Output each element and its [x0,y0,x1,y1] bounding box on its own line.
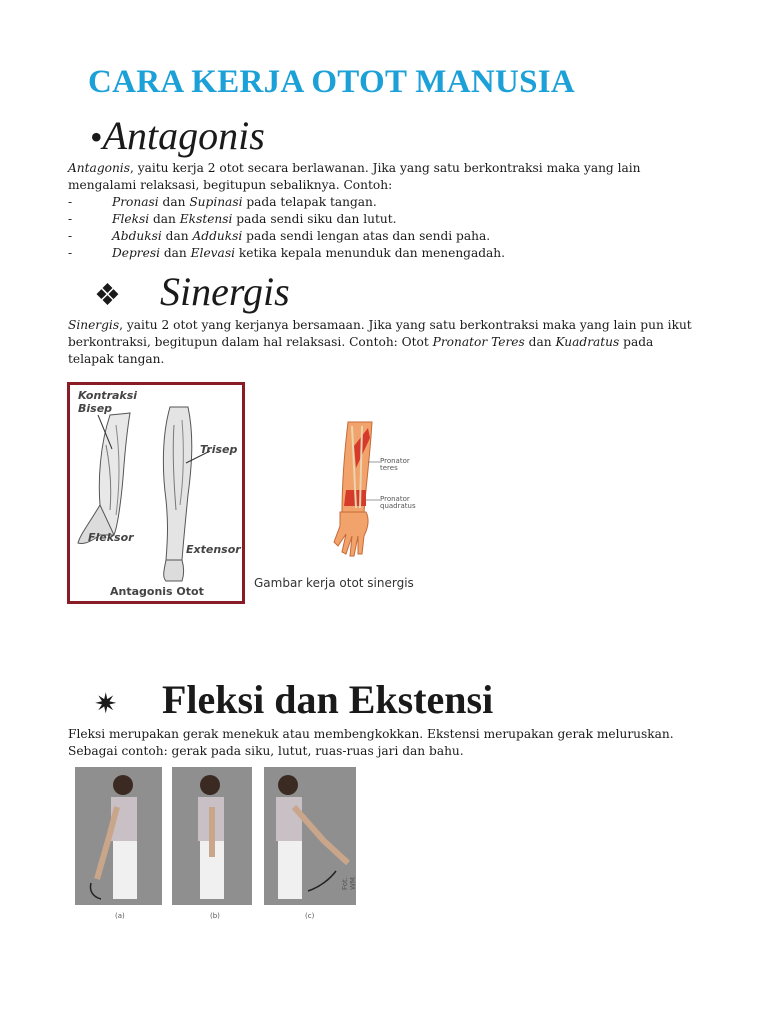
list-rest: ketika kepala menunduk dan menengadah. [234,246,506,260]
list-dash: - [68,212,73,226]
label-bisep: Bisep [78,402,113,415]
person-figure [75,767,162,905]
photo-flexion-a [75,767,162,905]
fleksi-heading-text: Fleksi dan Ekstensi [162,677,494,722]
photo-label-c: (c) [305,912,315,920]
photo-label-b: (b) [210,912,220,920]
antagonis-figure [67,382,245,604]
figure-caption-antagonis: Antagonis Otot [110,585,204,598]
term: Supinasi [189,195,243,209]
label-pronator-teres: Pronator teres [380,457,410,472]
sinergis-line2b: dan [524,335,556,349]
arm-muscles-illustration [70,385,242,601]
label-fleksor: Fleksor [88,531,134,544]
list-rest: pada sendi siku dan lutut. [232,212,397,226]
sinergis-line2a: berkontraksi, begitupun dalam hal relaksasi. Contoh: Otot [68,335,433,349]
term-antagonis: Antagonis [68,161,130,175]
figure-caption-sinergis: Gambar kerja otot sinergis [254,576,414,590]
diamond-bullet-icon: ❖ [94,279,121,312]
term: Depresi [112,246,160,260]
sinergis-heading-text: Sinergis [160,269,290,314]
sinergis-line3: telapak tangan. [68,352,165,366]
term: Abduksi [112,229,162,243]
antagonis-heading [90,112,265,159]
list-rest: pada telapak tangan. [242,195,377,209]
label-kontraksi: Kontraksi [78,389,138,402]
person-figure [172,767,252,905]
page-title: CARA KERJA OTOT MANUSIA [88,64,576,100]
sinergis-paragraph [68,317,708,368]
term: Elevasi [190,246,235,260]
term-kuadratus: Kuadratus [555,335,620,349]
photo-credit: Fot. WM [341,876,357,890]
bullet-dot-icon: • [90,117,103,157]
list-dash: - [68,246,73,260]
list-connector: dan [158,195,190,209]
term: Adduksi [192,229,243,243]
label-extensor: Extensor [186,543,241,556]
antagonis-heading-text: Antagonis [102,113,265,158]
list-dash: - [68,195,73,209]
photo-flexion-b [172,767,252,905]
list-connector: dan [149,212,180,226]
fleksi-line2: Sebagai contoh: gerak pada siku, lutut, ruas-ruas jari dan bahu. [68,744,464,758]
antagonis-line1: , yaitu kerja 2 otot secara berlawanan. Jika yang satu berkontraksi maka yang lain [129,161,641,175]
term: Ekstensi [179,212,233,226]
photo-label-a: (a) [115,912,125,920]
sinergis-heading [94,268,290,315]
list-connector: dan [161,229,193,243]
list-rest: pada sendi lengan atas dan sendi paha. [242,229,491,243]
list-connector: dan [159,246,191,260]
list-dash: - [68,229,73,243]
forearm-illustration [312,416,416,561]
antagonis-paragraph [68,160,708,194]
label-pronator-quadratus: Pronator quadratus [380,495,416,510]
sinergis-figure [312,416,416,561]
antagonis-line2: mengalami relaksasi, begitupun sebaliknya. Contoh: [68,178,393,192]
sinergis-line1: , yaitu 2 otot yang kerjanya bersamaan. Jika yang satu berkontraksi maka yang lain pun ikut [119,318,692,332]
sinergis-line2c: pada [619,335,654,349]
photo-flexion-c [264,767,356,905]
term: Fleksi [112,212,150,226]
term-sinergis: Sinergis [68,318,120,332]
term-pronator-teres: Pronator Teres [432,335,525,349]
term: Pronasi [112,195,159,209]
star-bullet-icon: ✷ [94,689,118,720]
label-trisep: Trisep [200,443,238,456]
fleksi-heading [94,676,493,723]
fleksi-line1: Fleksi merupakan gerak menekuk atau membengkokkan. Ekstensi merupakan gerak meluruskan. [68,727,674,741]
fleksi-paragraph [68,726,708,760]
